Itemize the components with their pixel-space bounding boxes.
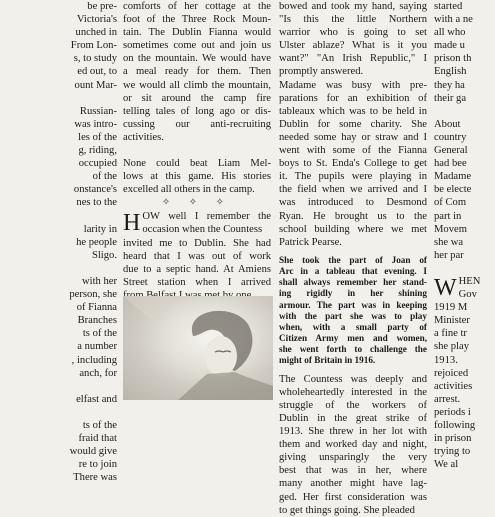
text-line: fraid that (78, 433, 117, 445)
text-line: might of Britain in 1916. (279, 355, 376, 366)
text-line: when, with a small party of (279, 321, 427, 332)
text-line: ts of the (82, 420, 117, 431)
text-line: giving unsparingly the very (279, 452, 427, 464)
text-line: ged. Her first consideration was (279, 491, 427, 503)
text-line: she wa (434, 236, 464, 248)
text-line: tain. The Dublin Fianna would (123, 27, 271, 39)
text-line: Russian- (79, 105, 117, 117)
col4-drop-cap-letter: W (434, 274, 457, 301)
text-line: unched in (75, 27, 117, 39)
text-line: shall always remember her stand- (279, 277, 427, 288)
text-line: cussing our anti-recruiting (123, 118, 271, 130)
article-column-1 (0, 0, 117, 484)
text-line: Gov (458, 289, 477, 301)
text-line: many another might have lag- (279, 478, 427, 490)
text-line: Ulster ablaze? What is it you (279, 40, 427, 52)
text-line: on the mountain. We would have (123, 53, 271, 65)
text-line: to get things going. She pleaded (279, 504, 415, 516)
text-line: of the (92, 171, 117, 183)
text-line: Movem (434, 223, 467, 235)
col1-lines (0, 0, 117, 484)
text-line: ed out, to (77, 66, 117, 78)
text-line: invited me to Dublin. She had (123, 237, 271, 249)
text-line: the field when we arrived and I (279, 184, 427, 196)
text-line: a fine tr (434, 328, 467, 340)
text-line: 1913. (434, 354, 458, 366)
text-line (0, 380, 117, 393)
text-line: les of the (78, 131, 117, 143)
text-line: arrest. (434, 393, 461, 405)
text-line: nes to the (76, 197, 117, 209)
text-line: ount Mar- (74, 79, 117, 91)
text-line: had bee (434, 158, 467, 170)
drop-cap-paragraph (123, 210, 271, 236)
text-line: want?" "An Irish Republic," I (279, 53, 427, 65)
text-line: Branches (77, 315, 117, 327)
text-line: Madame was busy with pre- (279, 79, 427, 91)
col4-drop-cap-paragraph (434, 275, 495, 471)
text-line: ts of the (82, 328, 117, 340)
text-line: Dublin for some charity. She (279, 118, 427, 130)
text-line: Dublin in the great strike of (279, 412, 427, 424)
text-line: wholeheartedly interested in the (279, 386, 427, 398)
text-line: of Fianna (76, 302, 117, 314)
text-line: occupied (78, 158, 117, 170)
col3-middle-paragraph (279, 79, 427, 249)
text-line: General (434, 145, 468, 157)
text-line: activities (434, 380, 473, 392)
text-line: or sit around the camp fire (123, 92, 271, 104)
text-line: None could beat Liam Mel- (123, 158, 271, 170)
text-line: periods i (434, 406, 471, 418)
text-line: excelled all others in the camp. (123, 184, 255, 196)
text-line: they ha (434, 79, 465, 91)
text-line: OW well I remember the (142, 211, 271, 223)
text-line: with the part she was to play (279, 310, 427, 321)
text-line: English (434, 66, 467, 78)
text-line: part in (434, 210, 462, 222)
text-line: she play (434, 341, 470, 353)
pull-quote-caption (279, 255, 427, 367)
text-line: onstance's (73, 184, 117, 196)
text-line: he people (76, 236, 117, 248)
text-line: activities. (123, 131, 164, 143)
text-line: , including (71, 354, 117, 366)
text-line: was introduced to Desmond (279, 197, 427, 209)
text-line: HEN (458, 275, 481, 287)
text-line (0, 92, 117, 105)
text-line: it. The pupils were playing in (279, 171, 427, 183)
text-line: Ryan. He brought us to the (279, 210, 427, 222)
text-line: her par (434, 249, 464, 261)
text-line: comforts of her cottage at the (123, 1, 271, 12)
text-line (0, 210, 117, 223)
text-line: promptly answered. (279, 66, 364, 78)
text-line: Victoria's (76, 14, 117, 26)
text-line: was intro- (74, 118, 117, 130)
text-line: best that was in her, where (279, 465, 427, 477)
text-line: 1919 M (434, 302, 468, 314)
article-column-3 (279, 0, 427, 516)
col2-middle-paragraph (123, 157, 271, 196)
text-line (0, 262, 117, 275)
text-line: following (434, 420, 476, 431)
text-line: "Is this the little Northern (279, 14, 427, 26)
text-line: larity in (83, 223, 117, 235)
text-line: a number (77, 341, 117, 353)
text-line: made u (434, 40, 465, 52)
text-line: telling tales of long ago or dis- (123, 105, 271, 117)
text-line: be electe (434, 184, 472, 196)
section-divider-stars: ✧ ✧ ✧ (161, 197, 233, 209)
text-line: would give (69, 446, 117, 458)
drop-cap-lines (123, 210, 271, 236)
text-line: parations for an exhibition of (279, 92, 427, 104)
text-line: She took the part of Joan of (279, 254, 427, 265)
text-line: sometimes come out and join us (123, 40, 271, 52)
text-line: We al (434, 459, 459, 471)
text-line: anch, for (79, 367, 117, 379)
text-line: warrior who is going to set (279, 27, 427, 39)
text-line: Street station when I arrived (123, 276, 271, 288)
text-line: tableaux which was to be held in (279, 105, 427, 117)
text-line: be pre- (87, 1, 117, 12)
text-line (0, 406, 117, 419)
text-line: Sligo. (91, 249, 117, 261)
text-line: foot of the Three Rock Moun- (123, 14, 271, 26)
text-line: elfast and (76, 393, 117, 405)
text-line: ing rigidly in her shining (279, 288, 427, 299)
text-line: due to a septic hand. At Amiens (123, 263, 271, 275)
text-line: started (434, 1, 463, 12)
text-line: school building where we met (279, 223, 427, 235)
text-line (434, 105, 495, 118)
col2-bottom-paragraph (123, 237, 271, 302)
text-line: a meal ready for them. Then (123, 66, 271, 78)
text-line: of Com (434, 197, 467, 209)
text-line: Citizen Army men and women, (279, 333, 427, 344)
col2-top-paragraph (123, 0, 271, 144)
text-line: all who (434, 27, 466, 39)
text-line: needed some hay or straw and I (279, 131, 427, 143)
text-line: she went forth to challenge the (279, 344, 427, 355)
text-line: There was (73, 472, 117, 484)
text-line: Arc in a tableau that evening. I (279, 265, 427, 276)
drop-cap-letter: H (123, 210, 141, 237)
text-line: 1913. She threw in her lot with (279, 426, 427, 438)
text-line: occasion when the Countess (142, 224, 263, 236)
text-line: country (434, 131, 467, 143)
text-line: re to join (78, 459, 117, 471)
text-line: armour. The part was in keeping (279, 299, 427, 310)
text-line: rejoiced (434, 367, 469, 379)
text-line: with a ne (434, 14, 473, 26)
text-line: person, she (69, 289, 117, 301)
article-column-4 (434, 0, 495, 471)
text-line: struggle of the workers of (279, 399, 427, 411)
text-line: prison th (434, 53, 472, 65)
text-line (434, 262, 495, 275)
text-line: s, to study (73, 53, 117, 65)
text-line: lows at this game. His stories (123, 171, 271, 183)
text-line: went with some of the Fianna (279, 145, 427, 157)
text-line: Minister (434, 315, 470, 327)
text-line: Madame (434, 171, 472, 183)
text-line: their ga (434, 92, 467, 104)
text-line: heard that I was out of work (123, 250, 271, 262)
col3-top-paragraph (279, 0, 427, 79)
text-line: trying to (434, 446, 471, 458)
text-line: bowed and took my hand, saying (279, 1, 427, 12)
col4-top-lines (434, 0, 495, 275)
text-line: with her (81, 275, 117, 287)
text-line: g, riding, (78, 145, 117, 157)
col3-bottom-paragraph (279, 373, 427, 517)
text-line: in prison (434, 433, 472, 445)
portrait-image (123, 296, 273, 400)
text-line: About (434, 118, 461, 130)
text-line: The Countess was deeply and (279, 373, 427, 385)
text-line: Patrick Pearse. (279, 236, 342, 248)
text-line: we would all climb the mountain, (123, 79, 271, 91)
col4-bottom-lines (434, 275, 495, 471)
text-line: boys to St. Enda's College to get (279, 158, 427, 170)
text-line: them and worked day and night, (279, 439, 427, 451)
text-line: From Lon- (70, 40, 117, 52)
portrait-photo (123, 296, 273, 400)
